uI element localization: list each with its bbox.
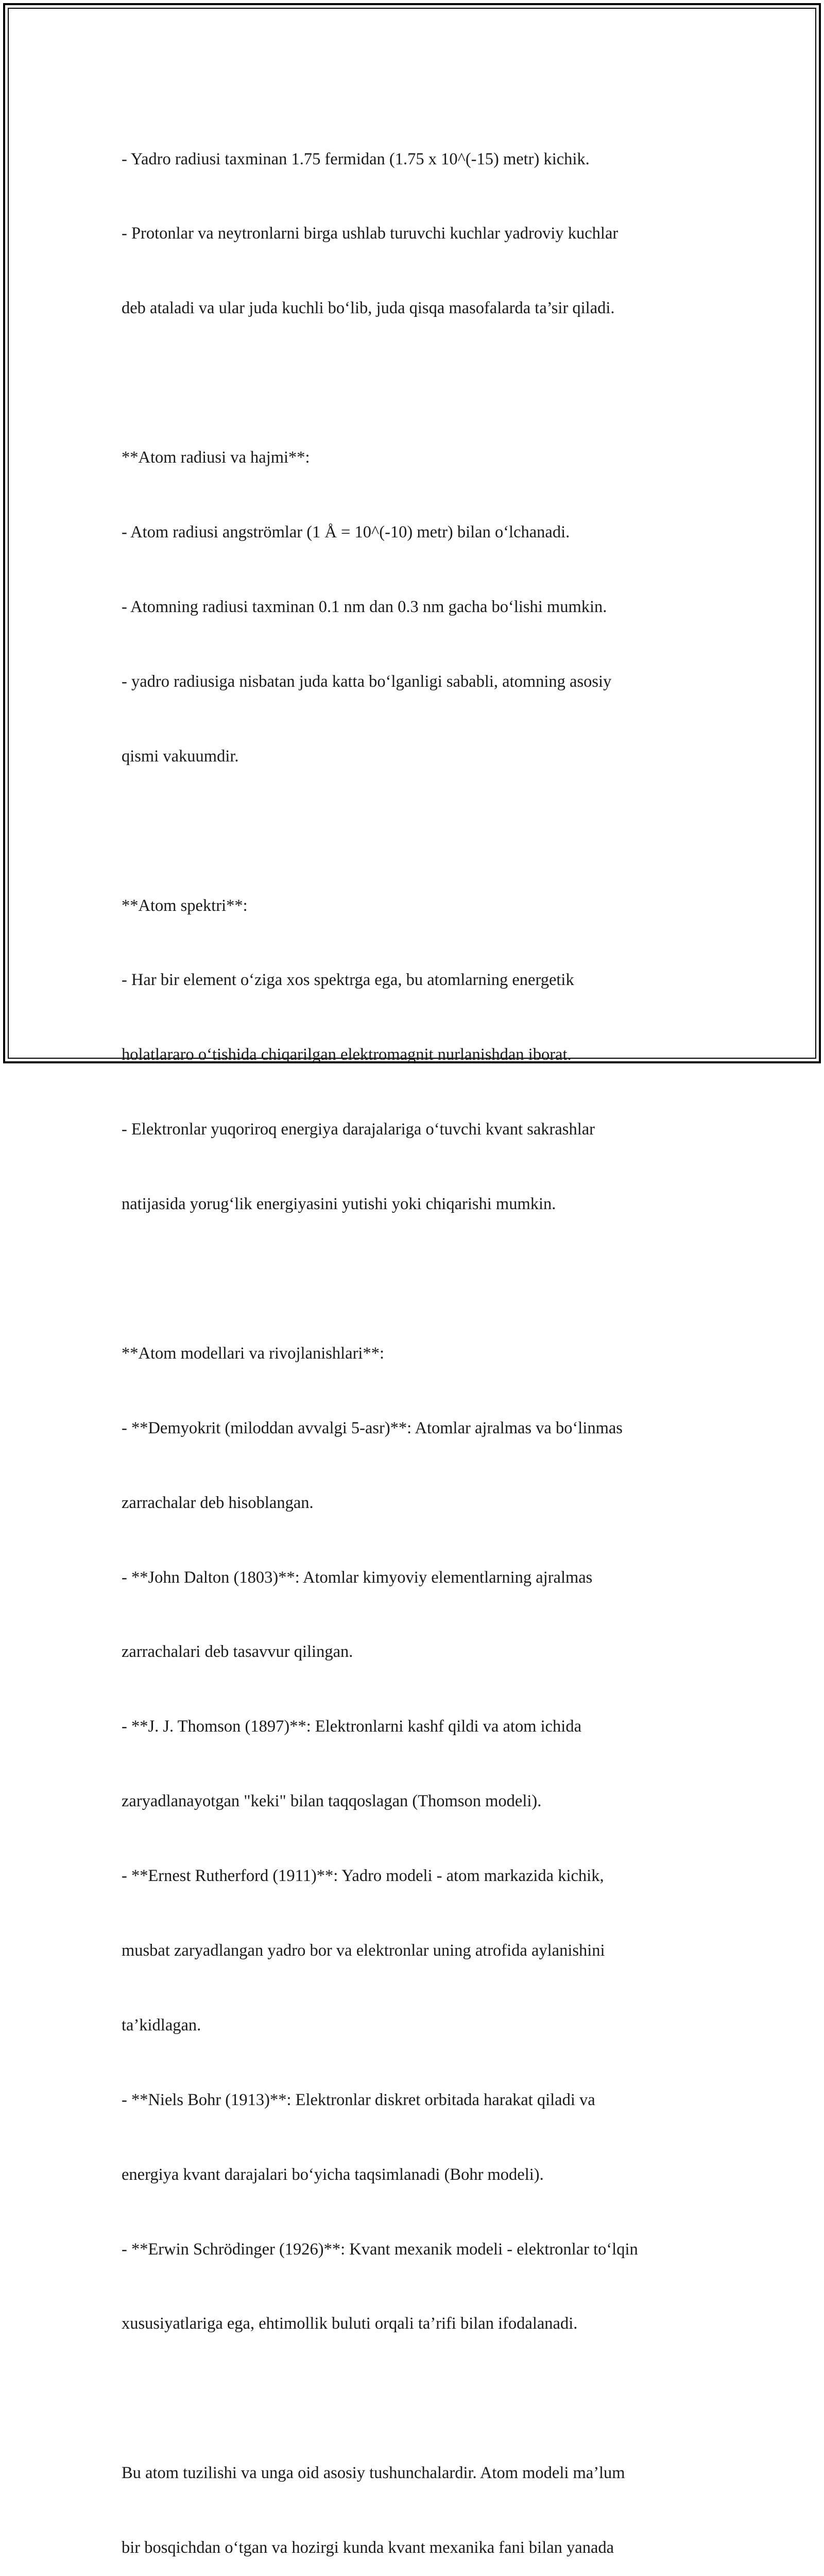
section-heading: **Atom modellari va rivojlanishlari**:: [122, 1344, 384, 1363]
text-line: - Atomning radiusi taxminan 0.1 nm dan 0.3 nm gacha bo‘lishi mumkin.: [122, 597, 607, 616]
text-line: bir bosqichdan o‘tgan va hozirgi kunda kvant mexanika fani bilan yanada: [122, 2538, 614, 2557]
text-line: qismi vakuumdir.: [122, 747, 239, 766]
text-line: holatlararo o‘tishida chiqarilgan elektromagnit nurlanishdan iborat.: [122, 1045, 572, 1064]
atom-spectrum-section: [122, 843, 714, 1266]
paragraph-gap: [122, 370, 714, 395]
text-line: - Atom radiusi angströmlar (1 Å = 10^(-10) metr) bilan o‘lchanadi.: [122, 523, 570, 542]
atom-radius-section: [122, 396, 714, 819]
paragraph-gap: [122, 1266, 714, 1291]
section-heading: **Atom spektri**:: [122, 896, 248, 915]
text-line: - **Erwin Schrödinger (1926)**: Kvant mexanik modeli - elektronlar to‘lqin: [122, 2240, 638, 2259]
text-line: - Yadro radiusi taxminan 1.75 fermidan (1.75 x 10^(-15) metr) kichik.: [122, 149, 590, 168]
document-body: [122, 97, 714, 2576]
text-line: - Har bir element o‘ziga xos spektrga ega, bu atomlarning energetik: [122, 971, 574, 990]
paragraph-gap: [122, 819, 714, 843]
text-line: - **Demyokrit (miloddan avvalgi 5-asr)**: Atomlar ajralmas va bo‘linmas: [122, 1418, 623, 1437]
text-line: xususiyatlariga ega, ehtimollik buluti orqali ta’rifi bilan ifodalanadi.: [122, 2314, 578, 2333]
text-line: - **J. J. Thomson (1897)**: Elektronlarni kashf qildi va atom ichida: [122, 1717, 582, 1736]
text-line: musbat zaryadlangan yadro bor va elektronlar uning atrofida aylanishini: [122, 1941, 605, 1960]
section-heading: **Atom radiusi va hajmi**:: [122, 448, 310, 467]
text-line: - **Ernest Rutherford (1911)**: Yadro modeli - atom markazida kichik,: [122, 1867, 604, 1886]
text-line: - **Niels Bohr (1913)**: Elektronlar diskret orbitada harakat qiladi va: [122, 2090, 595, 2109]
nucleus-paragraph: [122, 97, 714, 370]
atom-models-section: [122, 1291, 714, 2386]
text-line: Bu atom tuzilishi va unga oid asosiy tushunchalardir. Atom modeli ma’lum: [122, 2464, 625, 2483]
conclusion-paragraph: [122, 2411, 714, 2576]
text-line: zarrachalari deb tasavvur qilingan.: [122, 1642, 353, 1662]
text-line: ta’kidlagan.: [122, 2015, 201, 2035]
text-line: - **John Dalton (1803)**: Atomlar kimyoviy elementlarning ajralmas: [122, 1568, 593, 1587]
text-line: - yadro radiusiga nisbatan juda katta bo‘lganligi sababli, atomning asosiy: [122, 672, 612, 691]
text-line: zarrachalar deb hisoblangan.: [122, 1493, 314, 1512]
text-line: - Protonlar va neytronlarni birga ushlab turuvchi kuchlar yadroviy kuchlar: [122, 224, 619, 243]
text-line: deb ataladi va ular juda kuchli bo‘lib, juda qisqa masofalarda ta’sir qiladi.: [122, 299, 615, 318]
text-line: zaryadlanayotgan "keki" bilan taqqoslagan (Thomson modeli).: [122, 1792, 542, 1811]
text-line: natijasida yorug‘lik energiyasini yutishi yoki chiqarishi mumkin.: [122, 1195, 556, 1214]
paragraph-gap: [122, 2386, 714, 2411]
text-line: - Elektronlar yuqoriroq energiya darajalariga o‘tuvchi kvant sakrashlar: [122, 1120, 595, 1139]
text-line: energiya kvant darajalari bo‘yicha taqsimlanadi (Bohr modeli).: [122, 2165, 544, 2184]
